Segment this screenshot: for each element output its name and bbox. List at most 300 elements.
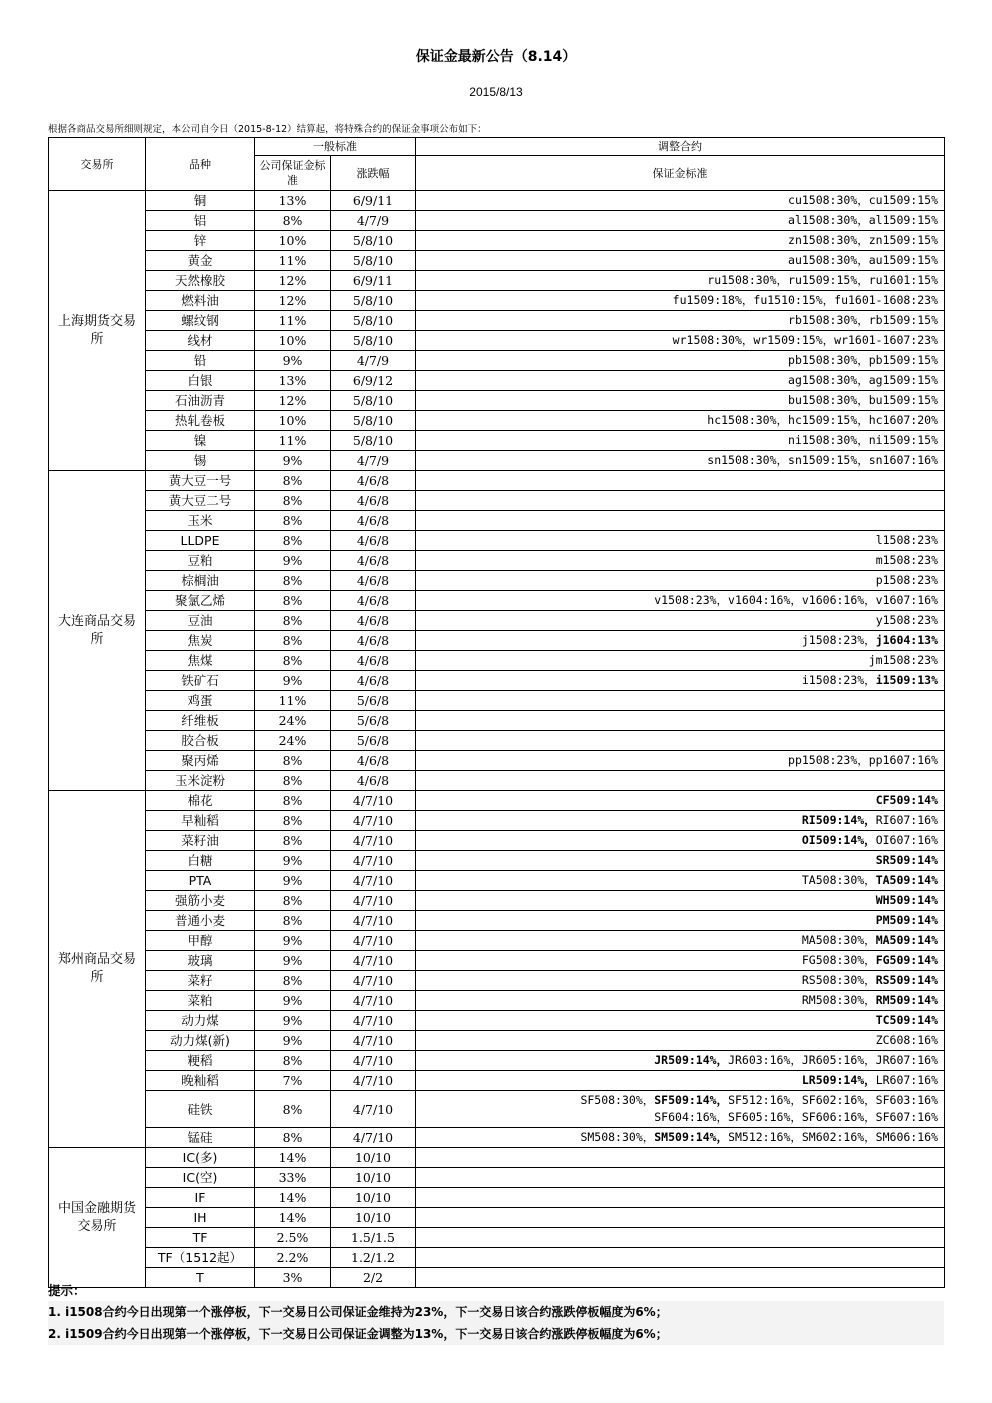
limit-cell: 4/6/8	[331, 751, 416, 771]
adjust-segment: j1508:23%，	[801, 633, 876, 647]
adjust-cell	[416, 811, 945, 831]
adjust-segment: MA509:14%	[875, 933, 938, 947]
limit-cell: 4/7/10	[331, 951, 416, 971]
margin-cell: 11%	[255, 311, 331, 331]
product-cell: 黄大豆一号	[146, 471, 255, 491]
table-row	[49, 371, 945, 391]
product-cell: 焦煤	[146, 651, 255, 671]
table-row	[49, 851, 945, 871]
margin-cell: 9%	[255, 451, 331, 471]
limit-cell: 4/7/10	[331, 911, 416, 931]
product-cell: IC(多)	[146, 1148, 255, 1168]
adjust-segment: i1509:13%	[875, 673, 938, 687]
product-cell: 棕榈油	[146, 571, 255, 591]
table-row	[49, 1051, 945, 1071]
product-cell: 焦炭	[146, 631, 255, 651]
product-cell: 线材	[146, 331, 255, 351]
table-row	[49, 1071, 945, 1091]
table-row	[49, 1128, 945, 1148]
adjust-segment: SF604:16%，SF605:16%，SF606:16%，SF607:16%	[654, 1110, 938, 1124]
table-row	[49, 711, 945, 731]
header-company-margin: 公司保证金标准	[255, 156, 331, 191]
margin-cell: 9%	[255, 851, 331, 871]
adjust-cell	[416, 851, 945, 871]
adjust-segment: JR509:14%，	[654, 1053, 729, 1067]
product-cell: 甲醇	[146, 931, 255, 951]
limit-cell: 5/8/10	[331, 311, 416, 331]
adjust-segment: ru1508:30%，ru1509:15%，ru1601:15%	[707, 273, 938, 287]
adjust-cell	[416, 211, 945, 231]
margin-cell: 14%	[255, 1208, 331, 1228]
limit-cell: 4/6/8	[331, 631, 416, 651]
adjust-cell	[416, 1091, 945, 1128]
adjust-segment: SM512:16%，SM602:16%，SM606:16%	[728, 1130, 938, 1144]
margin-cell: 13%	[255, 191, 331, 211]
adjust-cell	[416, 311, 945, 331]
adjust-segment: cu1508:30%，cu1509:15%	[788, 193, 938, 207]
adjust-segment: j1604:13%	[875, 633, 938, 647]
adjust-segment: SM509:14%，	[654, 1130, 729, 1144]
limit-cell: 4/6/8	[331, 591, 416, 611]
product-cell: LLDPE	[146, 531, 255, 551]
limit-cell: 1.2/1.2	[331, 1248, 416, 1268]
margin-cell: 8%	[255, 811, 331, 831]
product-cell: 早籼稻	[146, 811, 255, 831]
table-row	[49, 471, 945, 491]
table-row	[49, 811, 945, 831]
margin-table	[48, 137, 945, 1288]
margin-cell: 8%	[255, 1051, 331, 1071]
limit-cell: 10/10	[331, 1188, 416, 1208]
product-cell: 白银	[146, 371, 255, 391]
margin-cell: 9%	[255, 991, 331, 1011]
product-cell: 豆油	[146, 611, 255, 631]
table-row	[49, 1148, 945, 1168]
table-row	[49, 871, 945, 891]
margin-cell: 10%	[255, 411, 331, 431]
limit-cell: 4/7/10	[331, 871, 416, 891]
header-exchange: 交易所	[49, 138, 146, 191]
table-row	[49, 1091, 945, 1128]
margin-cell: 8%	[255, 891, 331, 911]
table-row	[49, 931, 945, 951]
adjust-segment: v1508:23%，v1604:16%，v1606:16%，v1607:16%	[654, 593, 938, 607]
product-cell: TF	[146, 1228, 255, 1248]
limit-cell: 2/2	[331, 1268, 416, 1288]
product-cell: 硅铁	[146, 1091, 255, 1128]
adjust-cell	[416, 351, 945, 371]
table-row	[49, 951, 945, 971]
adjust-cell	[416, 711, 945, 731]
limit-cell: 5/6/8	[331, 711, 416, 731]
adjust-segment: LR509:14%，	[801, 1073, 876, 1087]
table-row	[49, 251, 945, 271]
exchange-name: 中国金融期货交易所	[49, 1148, 146, 1288]
limit-cell: 4/7/10	[331, 1011, 416, 1031]
table-row	[49, 1188, 945, 1208]
product-cell: 玻璃	[146, 951, 255, 971]
product-cell: 菜粕	[146, 991, 255, 1011]
limit-cell: 4/7/10	[331, 1031, 416, 1051]
adjust-cell	[416, 471, 945, 491]
adjust-cell	[416, 331, 945, 351]
adjust-cell	[416, 1208, 945, 1228]
limit-cell: 5/8/10	[331, 391, 416, 411]
adjust-cell	[416, 1128, 945, 1148]
adjust-cell	[416, 1148, 945, 1168]
table-row	[49, 551, 945, 571]
margin-cell: 11%	[255, 251, 331, 271]
adjust-cell	[416, 491, 945, 511]
table-row	[49, 911, 945, 931]
table-row	[49, 1208, 945, 1228]
product-cell: 热轧卷板	[146, 411, 255, 431]
adjust-segment: RI607:16%	[875, 813, 938, 827]
header-adjust: 调整合约	[416, 138, 945, 156]
adjust-cell	[416, 371, 945, 391]
limit-cell: 4/7/9	[331, 451, 416, 471]
table-body	[49, 191, 945, 1288]
limit-cell: 4/7/10	[331, 931, 416, 951]
margin-cell: 24%	[255, 731, 331, 751]
header-limit: 涨跌幅	[331, 156, 416, 191]
adjust-cell	[416, 451, 945, 471]
product-cell: 粳稻	[146, 1051, 255, 1071]
margin-cell: 8%	[255, 631, 331, 651]
adjust-cell	[416, 871, 945, 891]
margin-cell: 3%	[255, 1268, 331, 1288]
table-row	[49, 891, 945, 911]
margin-cell: 11%	[255, 691, 331, 711]
adjust-cell	[416, 291, 945, 311]
adjust-segment: i1508:23%，	[801, 673, 876, 687]
table-row	[49, 791, 945, 811]
adjust-cell	[416, 651, 945, 671]
margin-cell: 9%	[255, 551, 331, 571]
margin-cell: 8%	[255, 471, 331, 491]
page-title: 保证金最新公告（8.14）	[415, 49, 577, 65]
adjust-cell	[416, 391, 945, 411]
adjust-segment: fu1509:18%，fu1510:15%，fu1601-1608:23%	[672, 293, 938, 307]
limit-cell: 5/8/10	[331, 411, 416, 431]
header-general: 一般标准	[255, 138, 416, 156]
adjust-segment: CF509:14%	[875, 793, 938, 807]
adjust-cell	[416, 1051, 945, 1071]
adjust-cell	[416, 591, 945, 611]
table-row	[49, 191, 945, 211]
adjust-segment: TA509:14%	[875, 873, 938, 887]
margin-cell: 9%	[255, 1011, 331, 1031]
margin-cell: 12%	[255, 291, 331, 311]
product-cell: 玉米	[146, 511, 255, 531]
exchange-name: 大连商品交易所	[49, 471, 146, 791]
table-row	[49, 991, 945, 1011]
limit-cell: 4/7/10	[331, 991, 416, 1011]
limit-cell: 4/6/8	[331, 491, 416, 511]
adjust-segment: y1508:23%	[875, 613, 938, 627]
margin-cell: 8%	[255, 751, 331, 771]
table-row	[49, 311, 945, 331]
product-cell: IC(空)	[146, 1168, 255, 1188]
product-cell: 镍	[146, 431, 255, 451]
product-cell: IH	[146, 1208, 255, 1228]
product-cell: PTA	[146, 871, 255, 891]
product-cell: 动力煤	[146, 1011, 255, 1031]
limit-cell: 5/8/10	[331, 431, 416, 451]
adjust-cell	[416, 271, 945, 291]
adjust-segment: ni1508:30%，ni1509:15%	[788, 433, 938, 447]
product-cell: 铁矿石	[146, 671, 255, 691]
adjust-segment: PM509:14%	[875, 913, 938, 927]
limit-cell: 4/6/8	[331, 531, 416, 551]
table-row	[49, 531, 945, 551]
margin-cell: 8%	[255, 791, 331, 811]
product-cell: 锡	[146, 451, 255, 471]
margin-cell: 8%	[255, 571, 331, 591]
product-cell: 菜籽油	[146, 831, 255, 851]
tips-heading: 提示：	[48, 1283, 86, 1298]
product-cell: 铜	[146, 191, 255, 211]
limit-cell: 4/6/8	[331, 771, 416, 791]
table-row	[49, 351, 945, 371]
margin-cell: 8%	[255, 591, 331, 611]
margin-cell: 2.2%	[255, 1248, 331, 1268]
margin-cell: 12%	[255, 391, 331, 411]
limit-cell: 5/8/10	[331, 331, 416, 351]
adjust-cell	[416, 1248, 945, 1268]
adjust-cell	[416, 551, 945, 571]
table-row	[49, 511, 945, 531]
table-row	[49, 1168, 945, 1188]
table-header	[49, 138, 945, 191]
adjust-segment: rb1508:30%，rb1509:15%	[788, 313, 938, 327]
limit-cell: 4/7/10	[331, 811, 416, 831]
product-cell: 普通小麦	[146, 911, 255, 931]
adjust-cell	[416, 231, 945, 251]
adjust-segment: FG509:14%	[875, 953, 938, 967]
limit-cell: 10/10	[331, 1208, 416, 1228]
adjust-segment: au1508:30%，au1509:15%	[788, 253, 938, 267]
product-cell: 聚氯乙烯	[146, 591, 255, 611]
limit-cell: 10/10	[331, 1168, 416, 1188]
exchange-name: 上海期货交易所	[49, 191, 146, 471]
adjust-segment: RS508:30%，	[801, 973, 876, 987]
product-cell: 动力煤(新)	[146, 1031, 255, 1051]
adjust-segment: MA508:30%，	[801, 933, 876, 947]
limit-cell: 4/7/10	[331, 891, 416, 911]
table-row	[49, 431, 945, 451]
table-row	[49, 1248, 945, 1268]
adjust-cell	[416, 411, 945, 431]
margin-cell: 8%	[255, 831, 331, 851]
product-cell: 铅	[146, 351, 255, 371]
product-cell: 聚丙烯	[146, 751, 255, 771]
margin-cell: 11%	[255, 431, 331, 451]
adjust-segment: TC509:14%	[875, 1013, 938, 1027]
margin-cell: 9%	[255, 871, 331, 891]
adjust-segment: wr1508:30%，wr1509:15%，wr1601-1607:23%	[672, 333, 938, 347]
limit-cell: 4/7/10	[331, 1091, 416, 1128]
limit-cell: 1.5/1.5	[331, 1228, 416, 1248]
adjust-segment: ZC608:16%	[875, 1033, 938, 1047]
adjust-segment: zn1508:30%，zn1509:15%	[788, 233, 938, 247]
limit-cell: 4/7/10	[331, 971, 416, 991]
product-cell: 白糖	[146, 851, 255, 871]
margin-cell: 8%	[255, 211, 331, 231]
adjust-cell	[416, 611, 945, 631]
adjust-cell	[416, 791, 945, 811]
limit-cell: 4/7/10	[331, 831, 416, 851]
product-cell: 棉花	[146, 791, 255, 811]
margin-cell: 2.5%	[255, 1228, 331, 1248]
adjust-segment: FG508:30%，	[801, 953, 876, 967]
adjust-cell	[416, 511, 945, 531]
margin-cell: 8%	[255, 971, 331, 991]
margin-cell: 9%	[255, 351, 331, 371]
table-row	[49, 731, 945, 751]
adjust-cell	[416, 931, 945, 951]
adjust-segment: pp1508:23%，pp1607:16%	[788, 753, 938, 767]
adjust-cell	[416, 911, 945, 931]
limit-cell: 4/6/8	[331, 651, 416, 671]
adjust-segment: RS509:14%	[875, 973, 938, 987]
table-row	[49, 331, 945, 351]
adjust-cell	[416, 751, 945, 771]
margin-cell: 10%	[255, 331, 331, 351]
margin-cell: 7%	[255, 1071, 331, 1091]
adjust-cell	[416, 251, 945, 271]
limit-cell: 5/8/10	[331, 251, 416, 271]
limit-cell: 4/6/8	[331, 611, 416, 631]
table-row	[49, 831, 945, 851]
adjust-cell	[416, 891, 945, 911]
product-cell: T	[146, 1268, 255, 1288]
table-row	[49, 1228, 945, 1248]
limit-cell: 5/6/8	[331, 731, 416, 751]
limit-cell: 10/10	[331, 1148, 416, 1168]
adjust-cell	[416, 1011, 945, 1031]
adjust-cell	[416, 1031, 945, 1051]
adjust-segment: sn1508:30%，sn1509:15%，sn1607:16%	[707, 453, 938, 467]
margin-cell: 8%	[255, 1091, 331, 1128]
table-row	[49, 591, 945, 611]
adjust-segment: pb1508:30%，pb1509:15%	[788, 353, 938, 367]
table-row	[49, 611, 945, 631]
limit-cell: 4/7/10	[331, 1051, 416, 1071]
margin-cell: 12%	[255, 271, 331, 291]
table-row	[49, 651, 945, 671]
product-cell: 玉米淀粉	[146, 771, 255, 791]
limit-cell: 4/7/9	[331, 211, 416, 231]
product-cell: 锌	[146, 231, 255, 251]
margin-cell: 8%	[255, 771, 331, 791]
adjust-segment: m1508:23%	[875, 553, 938, 567]
adjust-cell	[416, 671, 945, 691]
limit-cell: 4/7/10	[331, 1071, 416, 1091]
adjust-segment: SR509:14%	[875, 853, 938, 867]
header-product: 品种	[146, 138, 255, 191]
adjust-segment: SF508:30%，	[580, 1093, 655, 1107]
adjust-cell	[416, 631, 945, 651]
adjust-cell	[416, 431, 945, 451]
adjust-cell	[416, 1228, 945, 1248]
exchange-name: 郑州商品交易所	[49, 791, 146, 1148]
adjust-segment: ag1508:30%，ag1509:15%	[788, 373, 938, 387]
product-cell: 纤维板	[146, 711, 255, 731]
product-cell: TF（1512起）	[146, 1248, 255, 1268]
margin-cell: 13%	[255, 371, 331, 391]
table-row	[49, 451, 945, 471]
table-row	[49, 1011, 945, 1031]
table-row	[49, 491, 945, 511]
limit-cell: 4/7/10	[331, 851, 416, 871]
limit-cell: 4/7/10	[331, 1128, 416, 1148]
limit-cell: 6/9/12	[331, 371, 416, 391]
product-cell: 锰硅	[146, 1128, 255, 1148]
limit-cell: 4/7/10	[331, 791, 416, 811]
margin-cell: 8%	[255, 1128, 331, 1148]
margin-cell: 24%	[255, 711, 331, 731]
adjust-cell	[416, 571, 945, 591]
adjust-segment: RI509:14%，	[801, 813, 876, 827]
margin-cell: 8%	[255, 611, 331, 631]
table-row	[49, 631, 945, 651]
table-row	[49, 1031, 945, 1051]
limit-cell: 4/7/9	[331, 351, 416, 371]
product-cell: 鸡蛋	[146, 691, 255, 711]
table-row	[49, 771, 945, 791]
limit-cell: 5/6/8	[331, 691, 416, 711]
adjust-cell	[416, 191, 945, 211]
product-cell: IF	[146, 1188, 255, 1208]
limit-cell: 5/8/10	[331, 231, 416, 251]
adjust-segment: RM509:14%	[875, 993, 938, 1007]
product-cell: 铝	[146, 211, 255, 231]
product-cell: 螺纹钢	[146, 311, 255, 331]
tips-section	[48, 1281, 944, 1345]
adjust-cell	[416, 991, 945, 1011]
intro-text: 根据各商品交易所细则规定，本公司自今日（2015-8-12）结算起，将特殊合约的保证金事项公布如下：	[48, 124, 487, 135]
product-cell: 燃料油	[146, 291, 255, 311]
table-row	[49, 211, 945, 231]
margin-cell: 9%	[255, 951, 331, 971]
adjust-segment: l1508:23%	[875, 533, 938, 547]
adjust-segment: hc1508:30%，hc1509:15%，hc1607:20%	[707, 413, 938, 427]
margin-cell: 33%	[255, 1168, 331, 1188]
adjust-cell	[416, 1188, 945, 1208]
margin-cell: 14%	[255, 1148, 331, 1168]
product-cell: 胶合板	[146, 731, 255, 751]
adjust-segment: LR607:16%	[875, 1073, 938, 1087]
margin-cell: 9%	[255, 931, 331, 951]
adjust-cell	[416, 951, 945, 971]
table-row	[49, 671, 945, 691]
adjust-segment: OI509:14%，	[801, 833, 876, 847]
tip-line-1: 1. i1508合约今日出现第一个涨停板，下一交易日公司保证金维持为23%，下一交易日该合约涨跌停板幅度为6%；	[48, 1301, 944, 1323]
adjust-segment: al1508:30%，al1509:15%	[788, 213, 938, 227]
margin-cell: 10%	[255, 231, 331, 251]
tip-line-2: 2. i1509合约今日出现第一个涨停板，下一交易日公司保证金调整为13%，下一交易日该合约涨跌停板幅度为6%；	[48, 1323, 944, 1345]
adjust-cell	[416, 831, 945, 851]
margin-cell: 8%	[255, 651, 331, 671]
adjust-cell	[416, 731, 945, 751]
limit-cell: 4/6/8	[331, 551, 416, 571]
limit-cell: 4/6/8	[331, 671, 416, 691]
product-cell: 强筋小麦	[146, 891, 255, 911]
adjust-cell	[416, 691, 945, 711]
adjust-segment: SM508:30%，	[580, 1130, 655, 1144]
margin-cell: 8%	[255, 491, 331, 511]
